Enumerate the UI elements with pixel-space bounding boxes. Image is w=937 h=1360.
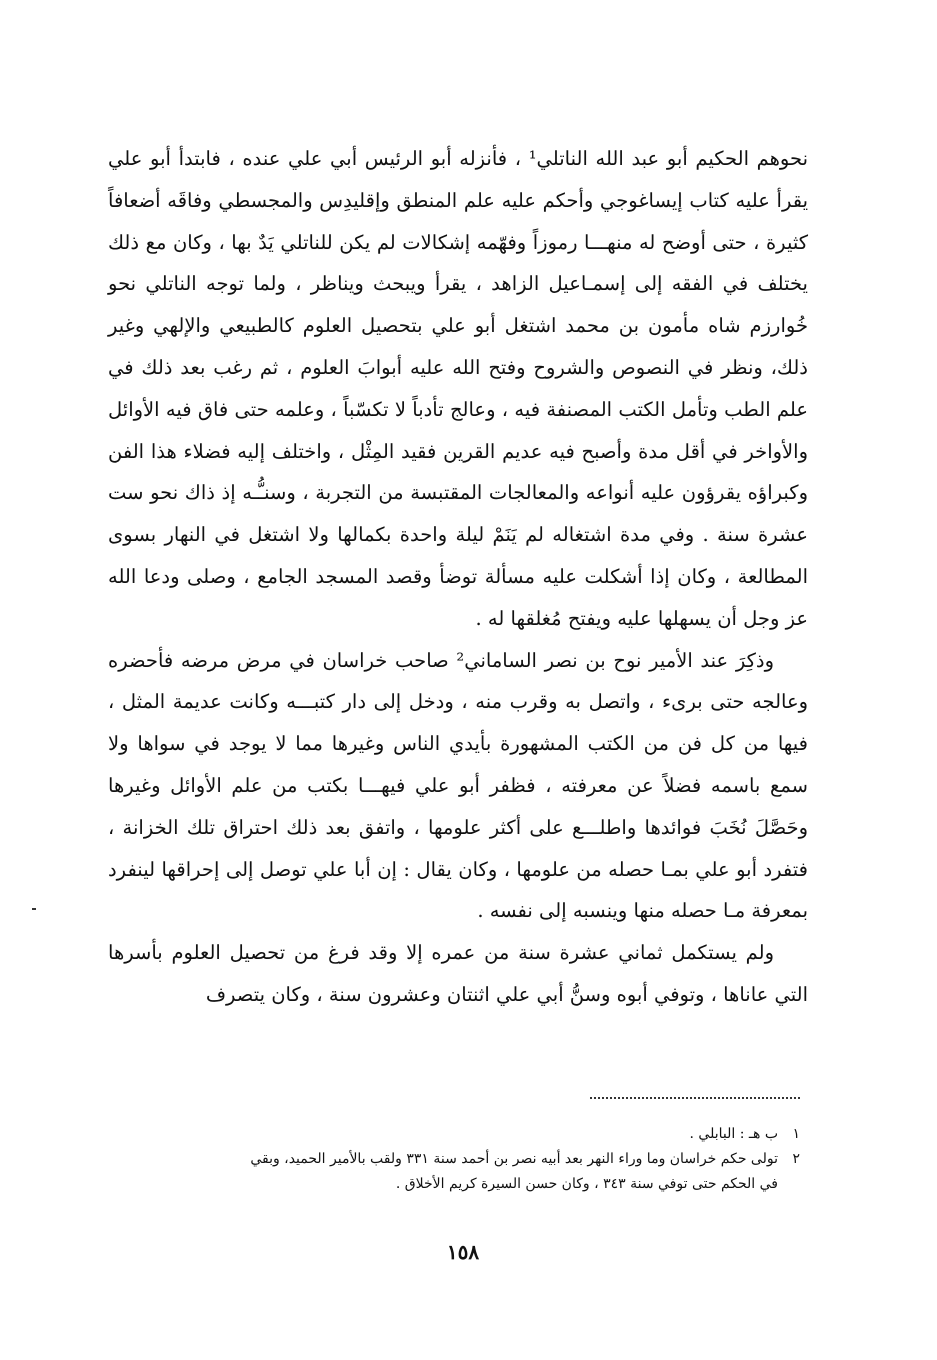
main-text [108,138,808,1016]
paragraph-1: نحوهم الحكيم أبو عبد الله الناتلي¹ ، فأنزله أبو الرئيس أبي علي عنده ، فابتدأ أبو علي يقرأ عليه كتاب إيساغوجي وأحكم عليه علم المنطق وإقليدِس والمجسطي وفاقَه أضعافاً كثيرة ، حتى أوضح له منهـــا رموزاً وفهّمه إشكالات لم يكن للناتلي يَدٌ بها ، وكان مع ذلك يختلف في الفقه إلى إسمـاعيل الزاهد ، يقرأ ويبحث ويناظر ، ولما توجه الناتلي نحو خُوارزم شاه مأمون بن محمد اشتغل أبو علي بتحصيل العلوم كالطبيعي والإلهي وغير ذلك، ونظر في النصوص والشروح وفتح الله عليه أبوابَ العلوم ، ثم رغب بعد ذلك في علم الطب وتأمل الكتب المصنفة فيه ، وعالج تأدباً لا تكسّباً ، وعلمه حتى فاق فيه الأوائل والأواخر في أقل مدة وأصبح فيه عديم القرين فقيد المِثْل ، واختلف إليه فضلاء هذا الفن وكبراؤه يقرؤون عليه أنواعه والمعالجات المقتبسة من التجربة ، وسنـُّـه إذ ذاك نحو ست عشرة سنة . وفي مدة اشتغاله لم يَنَمْ ليلة واحدة بكمالها ولا اشتغل في النهار بسوى المطالعة ، وكان إذا أشكلت عليه مسألة توضأ وقصد المسجد الجامع ، وصلى ودعا الله عز وجل أن يسهلها عليه ويفتح مُغلقها له . [108,147,808,630]
footnote-2 [150,1147,800,1172]
footnote-number: ٢ [792,1151,800,1167]
footnote-text: تولى حكم خراسان وما وراء النهر بعد أبيه نصر بن أحمد سنة ٣٣١ ولقب بالأمير الحميد، وبقي [250,1151,778,1167]
margin-mark [32,908,36,910]
footnote-divider [590,1097,800,1099]
paragraph-3: ولم يستكمل ثماني عشرة سنة من عمره إلا وقد فرغ من تحصيل العلوم بأسرها التي عاناها ، وتوفي أبوه وسنُّ أبي علي اثنتان وعشرون سنة ، وكان يتصرف [108,941,808,1006]
footnote-text: ب هـ : البابلي . [689,1126,778,1142]
footnotes [150,1122,800,1197]
footnote-number: ١ [792,1126,800,1142]
page-number: ١٥٨ [446,1240,480,1264]
paragraph-2: وذكِرَ عند الأمير نوح بن نصر الساماني² صاحب خراسان في مرض مرضه فأحضره وعالجه حتى برىء ، واتصل به وقرب منه ، ودخل إلى دار كتبـــه وكانت عديمة المثل ، فيها من كل فن من الكتب المشهورة بأيدي الناس وغيرها مما لا يوجد في سواها ولا سمع باسمه فضلاً عن معرفته ، فظفر أبو علي فيهـــا بكتب من علم الأوائل وغيرها وحَصَّلَ نُخَبَ فوائدها واطلـــع على أكثر علومها ، واتفق بعد ذلك احتراق تلك الخزانة ، فتفرد أبو علي بمـا حصله من علومها ، وكان يقال : إن أبا علي توصل إلى إحراقها لينفرد بمعرفة مـا حصله منها وينسبه إلى نفسه . [108,648,808,923]
footnote-2-continuation: في الحكم حتى توفي سنة ٣٤٣ ، وكان حسن السيرة كريم الأخلاق . [395,1176,778,1192]
footnote-1 [150,1122,800,1147]
